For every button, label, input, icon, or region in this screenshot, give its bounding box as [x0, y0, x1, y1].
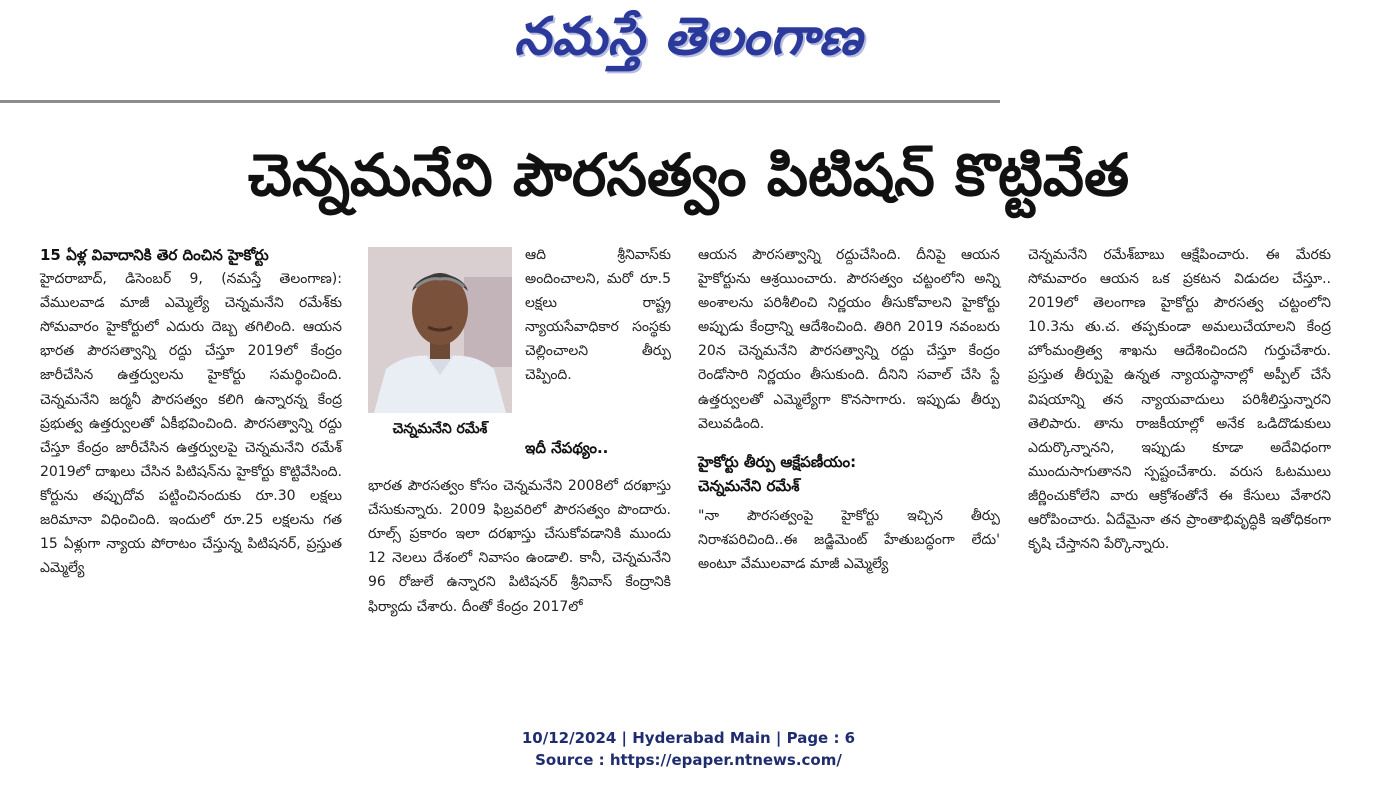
masthead	[0, 0, 1377, 80]
portrait-image	[368, 247, 512, 413]
photo-caption: చెన్నమనేని రమేశ్	[392, 421, 488, 437]
source-link: Source : https://epaper.ntnews.com/	[535, 751, 842, 769]
background-subheading: ఇదీ నేపథ్యం..	[525, 439, 609, 457]
article-body-col2-top: ఆది శ్రీనివాస్‌కు అందించాలని, మరో రూ.5 లక్షలు రాష్ట్ర న్యాయసేవాధికార సంస్థకు చెల్లించాలని తీర్పు చెప్పింది.	[525, 247, 671, 384]
article-body-col1: హైదరాబాద్, డిసెంబర్ 9, (నమస్తే తెలంగాణ): వేములవాడ మాజీ ఎమ్మెల్యే చెన్నమనేని రమేశ్‌కు సోమవారం హైకోర్టులో ఎదురు దెబ్బ తగిలింది. ఆయన భారత పౌరసత్వాన్ని రద్దు చేస్తూ 2019లో కేంద్రం జారీచేసిన ఉత్తర్వులను హైకోర్టు సమర్థించింది. చెన్నమనేని జర్మనీ పౌరసత్వం కలిగి ఉన్నారన్న కేంద్ర ప్రభుత్వ ఉత్తర్వులతో ఏకీభవించింది. పౌరసత్వాన్ని రద్దు చేస్తూ కేంద్రం జారీచేసిన ఉత్తర్వులపై చెన్నమనేని రమేశ్ 2019లో దాఖలు చేసిన పిటిషన్‌ను హైకోర్టు కొట్టివేసింది. కోర్టును తప్పుదోవ పట్టించినందుకు రూ.30 లక్షలు జరిమానా విధించింది. ఇందులో రూ.25 లక్షలను గత 15 ఏళ్లుగా న్యాయ పోరాటం చేస్తున్న పిటిషనర్, ప్రస్తుత ఎమ్మెల్యే	[40, 271, 342, 577]
reaction-byline: చెన్నమనేని రమేశ్	[698, 476, 800, 495]
article-column-4	[1028, 243, 1331, 556]
article-body-col3-quote: "నా పౌరసత్వంపై హైకోర్టు ఇచ్చిన తీర్పు నిరాశపరిచింది..ఈ జడ్జిమెంట్ హేతుబద్ధంగా లేదు' అంటూ వేములవాడ మాజీ ఎమ్మెల్యే	[698, 507, 1000, 573]
article-body-col2: భారత పౌరసత్వం కోసం చెన్నమనేని 2008లో దరఖాస్తు చేసుకున్నారు. 2009 ఫిబ్రవరిలో పౌరసత్వం పొందారు. రూల్స్ ప్రకారం ఇలా దరఖాస్తు చేసుకోవడానికి ముందు 12 నెలలు దేశంలో నివాసం ఉండాలి. కానీ, చెన్నమనేని 96 రోజులే ఉన్నారని పిటిషనర్ శ్రీనివాస్ కేంద్రానికి ఫిర్యాదు చేశారు. దీంతో కేంద్రం 2017లో	[368, 478, 671, 615]
article-headline: చెన్నమనేని పౌరసత్వం పిటిషన్ కొట్టివేత	[247, 141, 1130, 209]
article-column-3	[698, 243, 1000, 576]
masthead-divider	[0, 100, 1000, 103]
article-column-2	[368, 430, 671, 619]
article-column-1	[40, 243, 342, 580]
article-column-2-top	[525, 243, 671, 388]
reaction-subheading: హైకోర్టు తీర్పు ఆక్షేపణీయం:	[698, 452, 857, 471]
article-subheading: 15 ఏళ్ల వివాదానికి తెర దించిన హైకోర్టు	[40, 246, 269, 264]
portrait-photo	[368, 247, 512, 413]
newspaper-logo: నమస్తే తెలంగాణ	[514, 7, 863, 67]
article-body-col4: చెన్నమనేని రమేశ్‌బాబు ఆక్షేపించారు. ఈ మేరకు సోమవారం ఆయన ఒక ప్రకటన విడుదల చేస్తూ.. 2019లో తెలంగాణ హైకోర్టు పౌరసత్వ చట్టంలోని 10.3ను తు.చ. తప్పకుండా అమలుచేయాలని కేంద్ర హోంమంత్రిత్వ శాఖను ఆదేశించిందని గుర్తుచేశారు. ప్రస్తుత తీర్పుపై ఉన్నత న్యాయస్థానాల్లో అప్పీల్ చేసే విషయాన్ని తన న్యాయవాదులు పరిశీలిస్తున్నారని తెలిపారు. తాను రాజకీయాల్లో అనేక ఒడిదొడుకులు ఎదుర్కొన్నానని, ఇప్పుడు కూడా అదేవిధంగా ముందుసాగుతానని స్పష్టంచేశారు. వరుస ఓటములు జీర్ణించుకోలేని వారు ఆక్రోశంతోనే ఈ కేసులు వేశారని ఆరోపించారు. ఏదేమైనా తన ప్రాంతాభివృద్ధికి ఇతోధికంగా కృషి చేస్తానని పేర్కొన్నారు.	[1028, 247, 1331, 553]
article-body-col3: ఆయన పౌరసత్వాన్ని రద్దుచేసింది. దీనిపై ఆయన హైకోర్టును ఆశ్రయించారు. పౌరసత్వం చట్టంలోని అన్ని అంశాలను పరిశీలించి నిర్ణయం తీసుకోవాలని హైకోర్టు అప్పుడు కేంద్రాన్ని ఆదేశించింది. తిరిగి 2019 నవంబరు 20న చెన్నమనేని పౌరసత్వాన్ని రద్దు చేస్తూ కేంద్రం రెండోసారి నిర్ణయం తీసుకుంది. దీనిని సవాల్ చేసి స్టే ఉత్తర్వులతో ఎమ్మెల్యేగా కొనసాగారు. ఇప్పుడు తీర్పు వెలువడింది.	[698, 247, 1000, 432]
page-footer	[0, 727, 1377, 771]
edition-info: 10/12/2024 | Hyderabad Main | Page : 6	[521, 729, 856, 747]
